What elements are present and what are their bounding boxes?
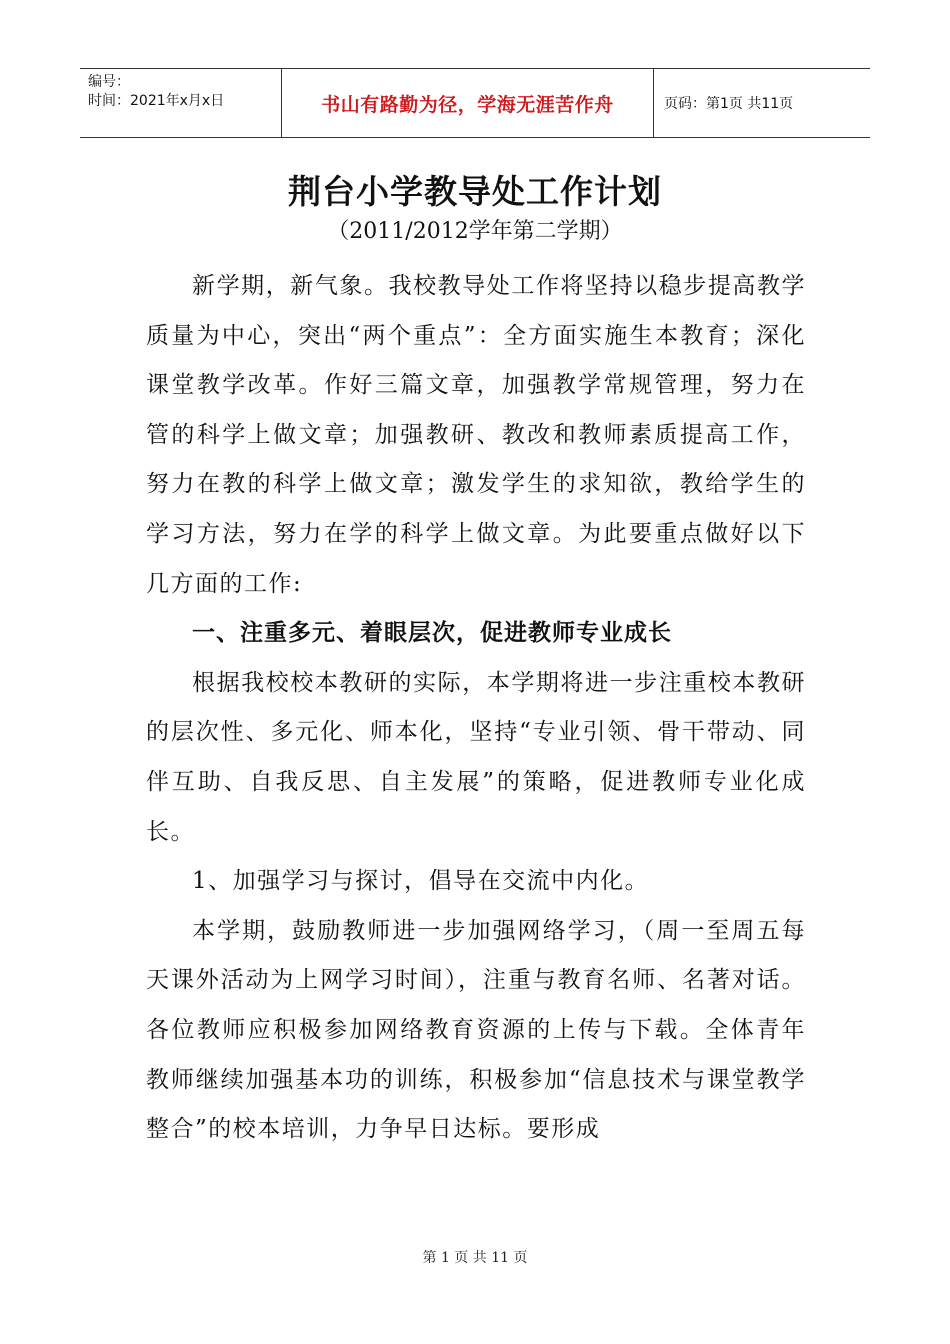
document-title: 荆台小学教导处工作计划 [288, 172, 662, 211]
document-date: 时间：2021年x月x日 [88, 93, 225, 109]
header-page-info: 页码：第1页 共11页 [664, 96, 794, 112]
page-header [80, 68, 870, 138]
header-motto: 书山有路勤为径，学海无涯苦作舟 [282, 69, 654, 137]
paragraph-subsection-1: 本学期，鼓励教师进一步加强网络学习，（周一至周五每天课外活动为上网学习时间），注重与教育名师、名著对话。各位教师应积极参加网络教育资源的上传与下载。全体青年教师继续加强基本功的训练，积极参加“信息技术与课堂教学整合”的校本培训，力争早日达标。要形成 [146, 917, 806, 1143]
section-heading-1: 一、注重多元、着眼层次，促进教师专业成长 [192, 620, 672, 647]
paragraph-intro: 新学期，新气象。我校教导处工作将坚持以稳步提高教学质量为中心，突出“两个重点”：全方面实施生本教育；深化课堂教学改革。作好三篇文章，加强教学常规管理，努力在管的科学上做文章；加强教研、教改和教师素质提高工作，努力在教的科学上做文章；激发学生的求知欲，教给学生的学习方法，努力在学的科学上做文章。为此要重点做好以下几方面的工作: [146, 273, 806, 597]
paragraph-section-1: 根据我校校本教研的实际，本学期将进一步注重校本教研的层次性、多元化、师本化，坚持“专业引领、骨干带动、同伴互助、自我反思、自主发展”的策略，促进教师专业化成长。 [146, 669, 806, 845]
header-meta [80, 69, 282, 137]
document-number-label: 编号： [88, 74, 130, 90]
page-footer: 第 1 页 共 11 页 [422, 1250, 528, 1266]
document-body [146, 262, 806, 1155]
document-subtitle: （2011/2012学年第二学期） [327, 219, 623, 244]
subsection-heading-1: 1、加强学习与探讨，倡导在交流中内化。 [192, 868, 650, 895]
